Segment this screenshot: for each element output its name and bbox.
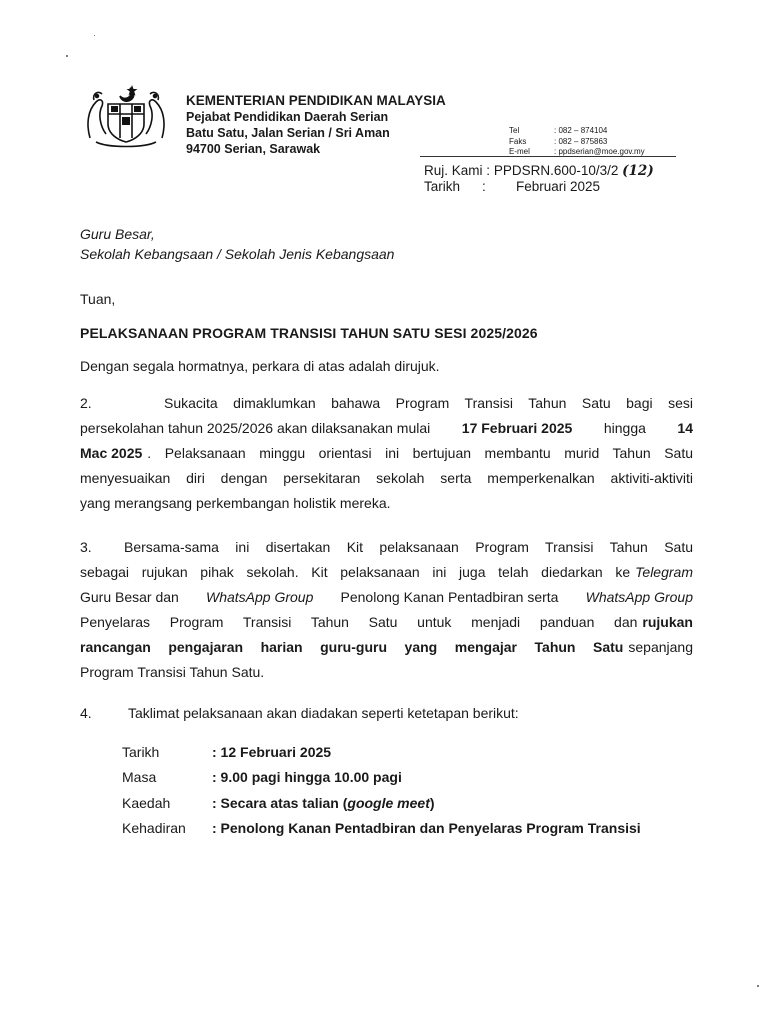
- contact-value: : ppdserian@moe.gov.my: [554, 147, 645, 156]
- contact-label: Tel: [509, 126, 520, 135]
- contact-row-fax: [509, 137, 645, 148]
- paragraph-text: Taklimat pelaksanaan akan diadakan seperti ketetapan berikut:: [128, 705, 519, 721]
- paragraph-line: [80, 560, 693, 585]
- paragraph-text: Program Transisi Tahun Satu.: [80, 664, 265, 680]
- reference-label: Ruj. Kami: [424, 163, 483, 178]
- detail-value-text: : Secara atas talian (: [212, 794, 348, 811]
- start-date: 17 Februari 2025: [461, 420, 573, 436]
- detail-row-time: [122, 765, 641, 791]
- detail-row-method: [122, 790, 641, 816]
- address-line-2: 94700 Serian, Sarawak: [186, 142, 321, 156]
- whatsapp-group-mention: WhatsApp Group: [205, 589, 314, 605]
- reference-row: [424, 163, 654, 179]
- contact-label: E-mel: [509, 147, 530, 156]
- paragraph-line: [80, 660, 693, 685]
- emphasis-text: rujukan: [642, 614, 693, 630]
- date-separator: :: [482, 179, 486, 194]
- paragraph-line: [80, 416, 693, 441]
- reference-handwritten-number: (12): [622, 163, 654, 179]
- scan-speck: [94, 35, 95, 36]
- paragraph-text: Bersama-sama ini disertakan Kit pelaksanaan Program Transisi Tahun Satu: [124, 539, 693, 555]
- paragraph-2: [80, 391, 693, 516]
- contact-value: : 082 – 875863: [554, 136, 608, 146]
- date-row: [424, 179, 654, 195]
- detail-row-date: [122, 739, 641, 765]
- address-line-1: Batu Satu, Jalan Serian / Sri Aman: [186, 126, 390, 140]
- contact-value: : 082 – 874104: [554, 126, 608, 135]
- paragraph-text: Sukacita dimaklumkan bahawa Program Transisi Tahun Satu bagi sesi: [164, 395, 693, 411]
- detail-value: [212, 795, 435, 811]
- google-meet-mention: google meet: [347, 794, 430, 811]
- office-name: Pejabat Pendidikan Daerah Serian: [186, 110, 389, 124]
- reference-block: [424, 163, 654, 195]
- emphasis-text: rancangan pengajaran harian guru-guru yang mengajar Tahun Satu: [80, 639, 624, 655]
- paragraph-text: yang merangsang perkembangan holistik mereka.: [80, 495, 391, 511]
- scan-speck: [757, 985, 759, 987]
- detail-value-text: ): [429, 794, 435, 811]
- paragraph-text: sebagai rujukan pihak sekolah. Kit pelaksanaan ini juga telah diedarkan ke: [80, 564, 631, 580]
- paragraph-number: 2.: [80, 395, 92, 411]
- detail-value: : 12 Februari 2025: [212, 743, 332, 760]
- salutation: Tuan,: [80, 291, 116, 307]
- ministry-name: KEMENTERIAN PENDIDIKAN MALAYSIA: [186, 93, 446, 108]
- contact-label: Faks: [509, 136, 527, 146]
- reference-number: PPDSRN.600-10/3/2: [493, 163, 619, 178]
- contact-row-tel: [509, 126, 645, 137]
- paragraph-3: [80, 535, 693, 685]
- paragraph-text: . Pelaksanaan minggu orientasi ini bertujuan membantu murid Tahun Satu: [147, 445, 693, 461]
- recipient-block: [80, 224, 394, 264]
- paragraph-line: [80, 466, 693, 491]
- detail-label: Kaedah: [122, 794, 171, 811]
- whatsapp-group-mention: WhatsApp Group: [585, 589, 693, 605]
- opening-sentence: Dengan segala hormatnya, perkara di atas adalah dirujuk.: [80, 358, 440, 374]
- detail-row-attendance: [122, 816, 641, 842]
- detail-label: Kehadiran: [122, 820, 186, 837]
- paragraph-number: 3.: [80, 539, 92, 555]
- letterhead-organisation: [186, 93, 446, 157]
- detail-value: : 9.00 pagi hingga 10.00 pagi: [212, 769, 402, 786]
- malaysia-coat-of-arms-logo: [82, 80, 170, 150]
- briefing-details: [122, 739, 641, 841]
- paragraph-line: [80, 441, 693, 466]
- paragraph-text: Penolong Kanan Pentadbiran serta: [340, 589, 559, 605]
- recipient-school: Sekolah Kebangsaan / Sekolah Jenis Kebangsaan: [80, 246, 395, 262]
- detail-value: : Penolong Kanan Pentadbiran dan Penyelaras Program Transisi: [212, 820, 641, 837]
- paragraph-text: Guru Besar dan: [80, 589, 179, 605]
- paragraph-line: [80, 635, 693, 660]
- recipient-title: Guru Besar,: [80, 226, 155, 242]
- date-label: Tarikh: [424, 179, 461, 194]
- reference-separator: :: [486, 163, 491, 178]
- paragraph-line: [80, 391, 693, 416]
- detail-label: Tarikh: [122, 743, 160, 760]
- detail-label: Masa: [122, 769, 157, 786]
- telegram-mention: Telegram: [635, 564, 693, 580]
- contact-details: [509, 126, 645, 158]
- letter-subject: PELAKSANAAN PROGRAM TRANSISI TAHUN SATU SESI 2025/2026: [80, 325, 538, 341]
- paragraph-text: persekolahan tahun 2025/2026 akan dilaksanakan mulai: [80, 420, 431, 436]
- letterhead-divider: [420, 156, 676, 157]
- paragraph-text: Penyelaras Program Transisi Tahun Satu untuk menjadi panduan dan: [80, 614, 638, 630]
- date-value: Februari 2025: [516, 179, 601, 194]
- paragraph-number: 4.: [80, 705, 92, 721]
- paragraph-line: [80, 535, 693, 560]
- paragraph-line: [80, 491, 693, 516]
- end-date-day: 14: [677, 420, 693, 436]
- paragraph-text: sepanjang: [628, 639, 693, 655]
- paragraph-line: [80, 610, 693, 635]
- scan-speck: [66, 55, 68, 57]
- paragraph-text: hingga: [603, 420, 646, 436]
- paragraph-4: [80, 705, 519, 721]
- paragraph-line: [80, 585, 693, 610]
- end-date-month: Mac 2025: [80, 445, 143, 461]
- paragraph-text: menyesuaikan diri dengan persekitaran sekolah serta memperkenalkan aktiviti-aktiviti: [80, 470, 693, 486]
